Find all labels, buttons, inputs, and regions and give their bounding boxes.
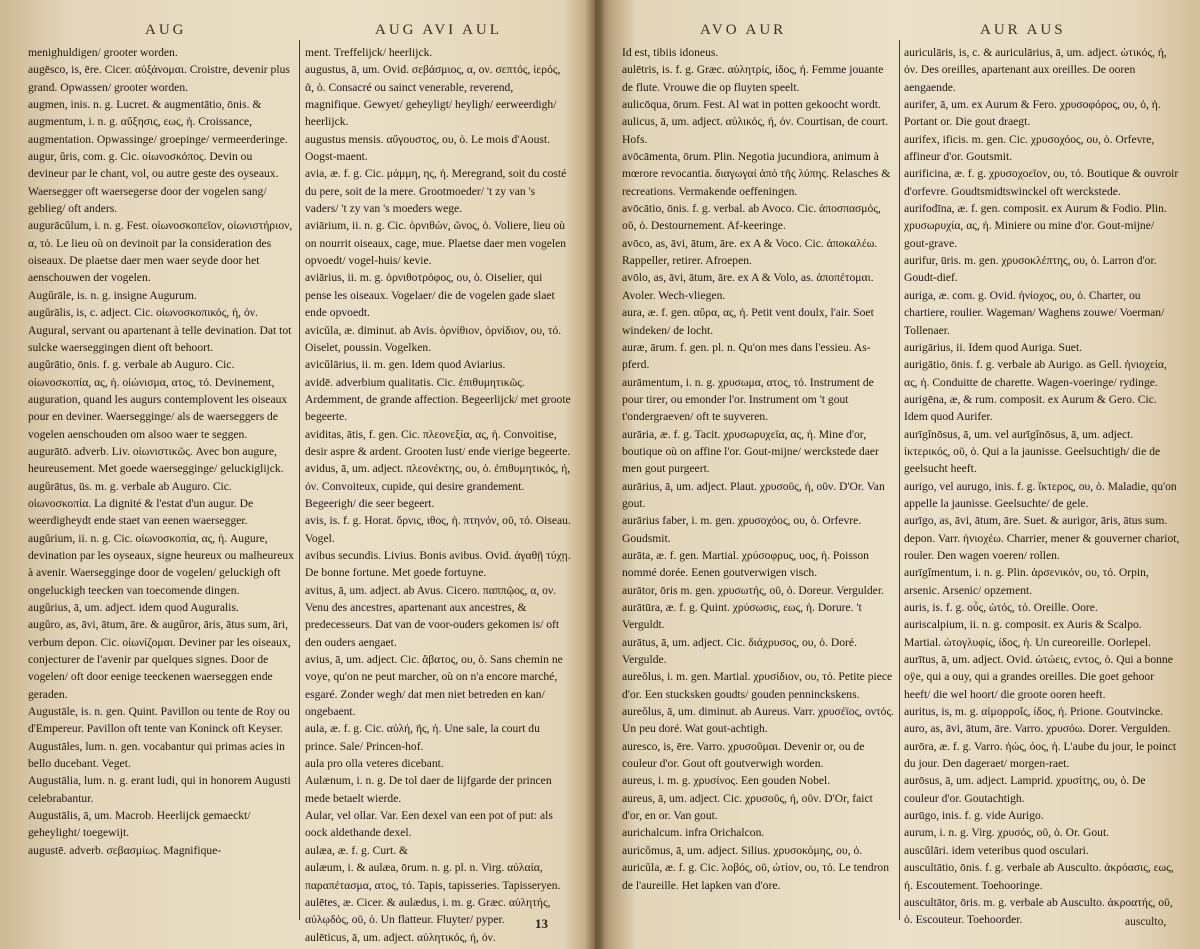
dictionary-entry: Augustāle, is. n. gen. Quint. Pavillon ou tente de Roy ou d'Empereur. Pavillon oft tente van Koninck oft Keyser. — [28, 705, 290, 736]
dictionary-entry: avōco, as, āvi, ātum, āre. ex A & Voco. Cic. ἀποκαλέω. Rappeller, retirer. Afroepen. — [622, 236, 878, 268]
dictionary-entry: auræ, ārum. f. gen. pl. n. Qu'on mes dans l'essieu. As-pferd. — [622, 340, 871, 372]
dictionary-entry: aurīgĭnōsus, ā, um. vel aurīgĭnōsus, ā, um. adject. ἰκτερικός, οῦ, ὁ. Qui a la jaunisse. Geelsuchtigh/ die de geelsucht heeft. — [904, 427, 1161, 476]
dictionary-entry: aurītus, ā, um. adject. Ovid. ὠτώεις, εντος, ὁ. Qui a bonne oÿe, qui a ouy, qui a grandes oreilles. Die goet gehoor heeft/ die wel hoort/ die groote ooren heeft. — [904, 653, 1173, 701]
dictionary-entry: auriga, æ. com. g. Ovid. ἡνίοχος, ου, ὁ. Charter, ou chartiere, roulier. Wageman/ Waghens zouwe/ Voerman/ Tollenaer. — [904, 288, 1165, 337]
dictionary-entry: augurācŭlum, i. n. g. Fest. οἰωνοσκοπεῖον, οἰωνιστήριον, α, τό. Le lieu où on devinoit par la consideration des oiseaux. De plaetse daer men waer seyde door het aenschouwen der vogelen. — [28, 219, 293, 285]
dictionary-entry: auriscalpium, ii. n. g. composit. ex Auris & Scalpo. Martial. ὠτογλυφίς, ίδος, ἡ. Un cureoreille. Oorlepel. — [904, 618, 1151, 649]
dictionary-entry: auscultātio, ōnis. f. g. verbale ab Ausculto. ἀκρόασις, εως, ἡ. Escoutement. Toehooringe. — [904, 861, 1174, 892]
dictionary-entry: aurāria, æ. f. g. Tacit. χρυσωρυχεῖα, ας, ἡ. Mine d'or, boutique où on affine l'or. Gout-mijne/ werckstede daer men gout purgeert. — [622, 427, 879, 476]
dictionary-entry: Aulænum, i. n. g. De tol daer de lijfgarde der princen mede betaelt wierde. — [305, 774, 552, 805]
dictionary-entry: aurārius, ā, um. adject. Plaut. χρυσοῦς, ή, οῦν. D'Or. Van gout. — [622, 479, 885, 510]
dictionary-entry: aurōra, æ. f. g. Varro. ἠώς, όος, ἡ. L'aube du jour, le poinct du jour. Den dageraet/ morgen-raet. — [904, 739, 1177, 771]
page-number: 13 — [535, 916, 548, 931]
dictionary-entry: augmen, inis. n. g. Lucret. & augmentātio, ōnis. & augmentum, i. n. g. αὔξησις, εως, ἡ. Croissance, augmentation. Opwassinge/ groepinge/ vermeerderinge. — [28, 98, 288, 146]
dictionary-entry: avōcāmenta, ōrum. Plin. Negotia jucundiora, animum à mœrore revocantia. διαγωγαί ἀπό τῆς λύπης. Relasches & recreations. Vermakende oeffeningen. — [622, 150, 891, 198]
dictionary-entry: avōlo, as, āvi, ātum, āre. ex A & Volo, as. ἀποπέτομαι. Avoler. Wech-vliegen. — [622, 271, 874, 302]
dictionary-entry: aurārius faber, i. m. gen. χρυσοχόος, ου, ὁ. Orfevre. Goudsmit. — [622, 514, 862, 545]
dictionary-entry: aulæa, æ. f. g. Curt. & — [305, 843, 409, 857]
dictionary-entry: aurūgo, inis. f. g. vide Aurigo. — [904, 809, 1044, 823]
dictionary-entry: aula, æ. f. g. Cic. αὐλή, ῆς, ἡ. Une sale, la court du prince. Sale/ Princen-hof. — [305, 722, 540, 753]
dictionary-entry: avidus, ā, um. adject. πλεονέκτης, ου, ὁ. ἐπιθυμητικός, ή, όν. Convoiteux, cupide, qui desire grandement. Begeerigh/ die seer begeert. — [305, 462, 571, 510]
dictionary-entry: augēsco, is, ēre. Cicer. αὐξάνομαι. Croistre, devenir plus grand. Opwassen/ grooter worden. — [28, 63, 290, 94]
dictionary-entry: aviārius, ii. m. g. ὀρνιθοτρόφος, ου, ὁ. Oiselier, qui pense les oiseaux. Vogelaer/ die de vogelen gade slaet ende opvoedt. — [305, 271, 555, 320]
dictionary-entry: avius, ā, um. adject. Cic. ἄβατος, ου, ὁ. Sans chemin ne voye, qu'on ne peut marcher, où on n'a encore marché, esgaré. Zonder wegh/ dat men niet betreden en kan/ ongebaent. — [305, 653, 563, 719]
dictionary-entry: aula pro olla veteres dicebant. — [305, 757, 444, 771]
dictionary-entry: augustus mensis. αὔγουστος, ου, ὁ. Le mois d'Aoust. Oogst-maent. — [305, 132, 551, 164]
left-page — [0, 0, 588, 949]
dictionary-entry: Aular, vel ollar. Var. Een dexel van een pot of put: als oock aldethande dexel. — [305, 809, 553, 840]
dictionary-entry: ment. Treffelijck/ heerlijck. — [305, 46, 433, 59]
dictionary-entry: aurifer, ā, um. ex Aurum & Fero. χρυσοφόρος, ου, ὁ, ἡ. Portant or. Die gout draegt. — [904, 98, 1161, 129]
left-column-1 — [28, 44, 294, 934]
dictionary-entry: auricŭla, æ. f. g. Cic. λοβός, οῦ, ὠτίον, ου, τό. Le tendron de l'aureille. Het lapken van d'ore. — [622, 861, 890, 892]
dictionary-entry: augŭrium, ii. n. g. Cic. οἰωνοσκοπία, ας, ἡ. Augure, devination par les oyseaux, signe heureux ou malheureux à avenir. Waersegginge door de vogelen/ geluckigh oft ongeluckigh teecken van toecomende dingen. — [28, 531, 294, 597]
dictionary-entry: Augustālia, lum. n. g. erant ludi, qui in honorem Augusti celebrabantur. — [28, 774, 291, 805]
dictionary-entry: augŭro, as, āvi, ātum, āre. & augŭror, āris, ātus sum, āri, verbum depon. Cic. οἰωνίζομαι. Deviner par les oiseaux, conjecturer de l'avenir par quelques signes. Door de vogelen/ oft door eenige teeckenen waerseggen ende geraden. — [28, 618, 291, 701]
dictionary-entry: aurīgo, as, āvi, ātum, āre. Suet. & aurigor, āris, ātus sum. depon. Varr. ἡνιοχέω. Charrier, mener & gouverner chariot, rouler. Den wagen voeren/ rollen. — [904, 514, 1180, 562]
dictionary-entry: aurāmentum, i. n. g. χρυσωμα, ατος, τό. Instrument de pour tirer, ou emonder l'or. Instrument om 't gout t'ondergraeven/ oft te suyveren. — [622, 375, 874, 424]
dictionary-entry: avitus, ā, um. adject. ab Avus. Cicero. παππῷος, α, ον. Venu des ancestres, apartenant aux ancestres, & predecesseurs. Dat van de voor-ouders gekomen is/ oft den ouders aengaet. — [305, 583, 560, 649]
dictionary-entry: Augustālis, ā, um. Macrob. Heerlijck gemaeckt/ geheylight/ toegewijt. — [28, 809, 251, 840]
dictionary-entry: aureŏlus, ā, um. diminut. ab Aureus. Varr. χρυσέϊος, οντός. Un peu doré. Wat gout-achtigh. — [622, 705, 894, 736]
dictionary-entry: aurīgĭmentum, i. n. g. Plin. ἀρσενικόν, ου, τό. Orpin, arsenic. Arsenic/ opzement. — [904, 566, 1149, 597]
dictionary-entry: aurātūra, æ. f. g. Quint. χρύσωσις, εως, ἡ. Dorure. 't Verguldt. — [622, 601, 862, 632]
running-head-right-col2: AUR AUS — [980, 22, 1066, 38]
dictionary-entry: avia, æ. f. g. Cic. μάμμη, ης, ἡ. Meregrand, soit du costé du pere, soit de la mere. Grootmoeder/ 't zy van 's vaders/ 't zy van 's moeders wege. — [305, 167, 567, 216]
dictionary-entry: auro, as, āvi, ātum, āre. Varro. χρυσόω. Dorer. Vergulden. — [904, 722, 1171, 736]
dictionary-entry: aviditas, ātis, f. gen. Cic. πλεονεξία, ας, ἡ. Convoitise, desir aspre & ardent. Grooten lust/ ende vierige begeerte. — [305, 427, 571, 458]
dictionary-entry: augurātō. adverb. Liv. οἰωνιστικῶς. Avec bon augure, heureusement. Met goede waersegginge/ geluckiglijck. — [28, 444, 284, 476]
dictionary-entry: menighuldigen/ grooter worden. — [28, 46, 178, 59]
dictionary-entry: aurigātio, ōnis. f. g. verbale ab Aurigo. as Gell. ἡνιοχεία, ας, ἡ. Conduitte de charette. Wagen-voeringe/ rydinge. — [904, 358, 1167, 389]
running-head-right-col1: AVO AUR — [700, 22, 787, 38]
dictionary-entry: aulicus, ā, um. adject. αὐλικός, ή, όν. Courtisan, de court. Hofs. — [622, 115, 888, 146]
dictionary-entry: aurigo, vel aurugo, inis. f. g. ἴκτερος, ου, ὁ. Maladie, qu'on appelle la jaunisse. Geelsuchte/ de gele. — [904, 479, 1177, 510]
dictionary-entry: Id est, tibiis idoneus. — [622, 46, 719, 59]
dictionary-entry: aulēticus, ā, um. adject. αὐλητικός, ή, όν. — [305, 930, 496, 944]
dictionary-entry: aurigārius, ii. Idem quod Auriga. Suet. — [904, 340, 1083, 354]
dictionary-entry: avicŭla, æ. diminut. ab Avis. ὀρνίθιον, ὀρνίδιον, ου, τό. Oiselet, poussin. Vogelken. — [305, 323, 562, 354]
dictionary-entry: auritus, is, m. g. αἰμορροΐς, ίδος, ἡ. Prione. Goutvincke. — [904, 705, 1164, 719]
dictionary-entry: augustē. adverb. σεβασμίως. Magnifique- — [28, 843, 222, 857]
dictionary-entry: aureus, ā, um. adject. Cic. χρυσοῦς, ή, οῦν. D'Or, faict d'or, en or. Van gout. — [622, 791, 873, 823]
dictionary-entry: aurātus, ā, um. adject. Cic. διάχρυσος, ου, ὁ. Doré. Vergulde. — [622, 635, 857, 667]
dictionary-entry: avidē. adverbium qualitatis. Cic. ἐπιθυμητικῶς. Ardemment, de grande affection. Begeerlijck/ met groote begeerte. — [305, 375, 571, 424]
dictionary-entry: avicŭlārius, ii. m. gen. Idem quod Aviarius. — [305, 358, 506, 372]
dictionary-entry: auriculāris, is, c. & auriculārius, ā, um. adject. ὠτικός, ή, όν. Des oreilles, apartenant aux oreilles. De ooren aengaende. — [904, 46, 1167, 94]
dictionary-entry: aurāta, æ. f. gen. Martial. χρύσοφρυς, υος, ἡ. Poisson nommé dorée. Eenen goutverwigen visch. — [622, 548, 869, 580]
dictionary-entry: Augŭrāle, is. n. g. insigne Augurum. — [28, 288, 197, 302]
dictionary-entry: Augustāles, lum. n. gen. vocabantur qui primas acies in bello ducebant. Veget. — [28, 739, 285, 771]
dictionary-entry: auresco, is, ēre. Varro. χρυσοῦμαι. Devenir or, ou de couleur d'or. Gout oft goutverwigh worden. — [622, 739, 865, 771]
dictionary-entry: aurōsus, ā, um. adject. Lamprid. χρυσίτης, ου, ὁ. De couleur d'or. Goutachtigh. — [904, 774, 1146, 805]
dictionary-entry: aurifur, ūris. m. gen. χρυσοκλέπτης, ου, ὁ. Larron d'or. Goudt-dief. — [904, 254, 1157, 285]
column-rule — [899, 40, 900, 920]
dictionary-entry: augŭrius, ā, um. adject. idem quod Auguralis. — [28, 601, 239, 614]
dictionary-entry: avibus secundis. Livius. Bonis avibus. Ovid. ἀγαθῇ τύχῃ. De bonne fortune. Met goede fortuyne. — [305, 548, 571, 580]
running-head-left-col2: AUG AVI AUL — [375, 22, 502, 38]
dictionary-entry: aulæum, i. & aulæa, ōrum. n. g. pl. n. Virg. αὐλαία, παραπέτασμα, ατος, τό. Tapis, tapisseries. Tapisseryen. — [305, 861, 561, 892]
dictionary-entry: avōcātio, ōnis. f. g. verbal. ab Avoco. Cic. ἀποσπασμός, οῦ, ὁ. Destournement. Af-keeringe. — [622, 202, 881, 233]
dictionary-entry: auricŏmus, ā, um. adject. Silius. χρυσοκόμης, ου, ὁ. — [622, 843, 863, 857]
left-column-2 — [305, 44, 571, 944]
dictionary-entry: aulētes, æ. Cicer. & aulædus, i. m. g. Græc. αὐλητής, αὐλῳδός, οῦ, ὁ. Un flatteur. Fluyter/ pyper. — [305, 895, 551, 927]
right-column-1 — [622, 44, 894, 934]
dictionary-entry: aurātor, ōris m. gen. χρυσωτής, οῦ, ὁ. Doreur. Vergulder. — [622, 583, 884, 597]
dictionary-entry: aurichalcum. infra Orichalcon. — [622, 826, 765, 840]
dictionary-entry: augŭrātus, ūs. m. g. verbale ab Auguro. Cic. οἰωνοσκοπία. La dignité & l'estat d'un augur. De weerdigheydt ende staet van eenen waersegger. — [28, 479, 254, 528]
dictionary-entry: aurum, i. n. g. Virg. χρυσός, οῦ, ὁ. Or. Gout. — [904, 826, 1110, 840]
dictionary-entry: aureus, i. m. g. χρυσίνος. Een gouden Nobel. — [622, 774, 831, 788]
dictionary-entry: aura, æ. f. gen. αὔρα, ας, ἡ. Petit vent doulx, l'air. Soet windeken/ de locht. — [622, 306, 874, 337]
running-head-left-col1: AUG — [145, 22, 187, 38]
dictionary-entry: aulētris, is. f. g. Græc. αὐλητρίς, ίδος, ἡ. Femme jouante de flute. Vrouwe die op fluyten speelt. — [622, 63, 884, 94]
dictionary-entry: auris, is. f. g. οὖς, ὠτός, τό. Oreille. Oore. — [904, 601, 1098, 614]
catchword: ausculto, — [1125, 916, 1167, 928]
dictionary-entry: avis, is. f. g. Horat. ὄρνις, ιθος, ἡ. πτηνόν, οῦ, τό. Oiseau. Vogel. — [305, 514, 571, 545]
dictionary-entry: augŭrālis, is, c. adject. Cic. οἰωνοσκοπικός, ἡ, όν. Augural, servant ou apartenant à telle devination. Dat tot sulcke waerseggingen dient oft behoort. — [28, 306, 292, 354]
dictionary-entry: aurifex, ificis. m. gen. Cic. χρυσοχόος, ου, ὁ. Orfevre, affineur d'or. Goutsmit. — [904, 132, 1155, 164]
dictionary-entry: aulicōqua, ōrum. Fest. Al wat in potten gekoocht wordt. — [622, 98, 881, 112]
dictionary-entry: aureŏlus, i. m. gen. Martial. χρυσίδιον, ου, τό. Petite piece d'or. Een stucksken goudts/ gouden penninckskens. — [622, 670, 893, 701]
column-rule — [299, 40, 300, 920]
dictionary-entry: auscŭlāri. idem veteribus quod osculari. — [904, 843, 1089, 857]
dictionary-entry: aurifodīna, æ. f. gen. composit. ex Aurum & Fodio. Plin. χρυσωρυχία, ας, ἡ. Miniere ou mine d'or. Gout-mijne/ gout-grave. — [904, 202, 1167, 250]
dictionary-entry: auscultātor, ōris. m. g. verbale ab Ausculto. ἀκροατής, οῦ, ὁ. Escouteur. Toehoorder. — [904, 895, 1173, 927]
dictionary-entry: augŭrātio, ōnis. f. g. verbale ab Auguro. Cic. οἰωνοσκοπία, ας, ἡ. οἰώνισμα, ατος, τό. Devinement, auguration, quand les augurs contemplovent les oiseaux pour en deviner. Waersegginge/ als de waerseggers de vogelen aenschouden om alsoo waer te seggen. — [28, 358, 288, 441]
right-column-2 — [904, 44, 1180, 934]
right-page — [600, 0, 1200, 949]
dictionary-entry: aurigēna, æ, & rum. composit. ex Aurum & Gero. Cic. Idem quod Aurifer. — [904, 392, 1157, 424]
dictionary-entry: aviārium, ii. n. g. Cic. ὀρνιθών, ῶνος, ὁ. Voliere, lieu où on nourrit oiseaux, cage, mue. Plaetse daer men vogelen opvoedt/ vogel-huis/ kevie. — [305, 219, 567, 268]
dictionary-entry: aurificina, æ. f. g. χρυσοχοεῖον, ου, τό. Boutique & ouvroir d'orfevre. Goudtsmidtswinckel oft werckstede. — [904, 167, 1179, 198]
dictionary-entry: augustus, ā, um. Ovid. σεβάσμιος, α, ον. σεπτός, ἱερός, ᾶ, ὀ. Consacré ou sainct venerable, reverend, magnifique. Gewyet/ geheyligt/ heyligh/ eerweerdigh/ heerlijck. — [305, 63, 561, 129]
dictionary-entry: augur, ŭris, com. g. Cic. οἰωνοσκόπος. Devin ou devineur par le chant, vol, ou autre geste des oyseaux. Waersegger oft waersegerse door der vogelen sang/ geblieg/ oft anders. — [28, 150, 279, 216]
